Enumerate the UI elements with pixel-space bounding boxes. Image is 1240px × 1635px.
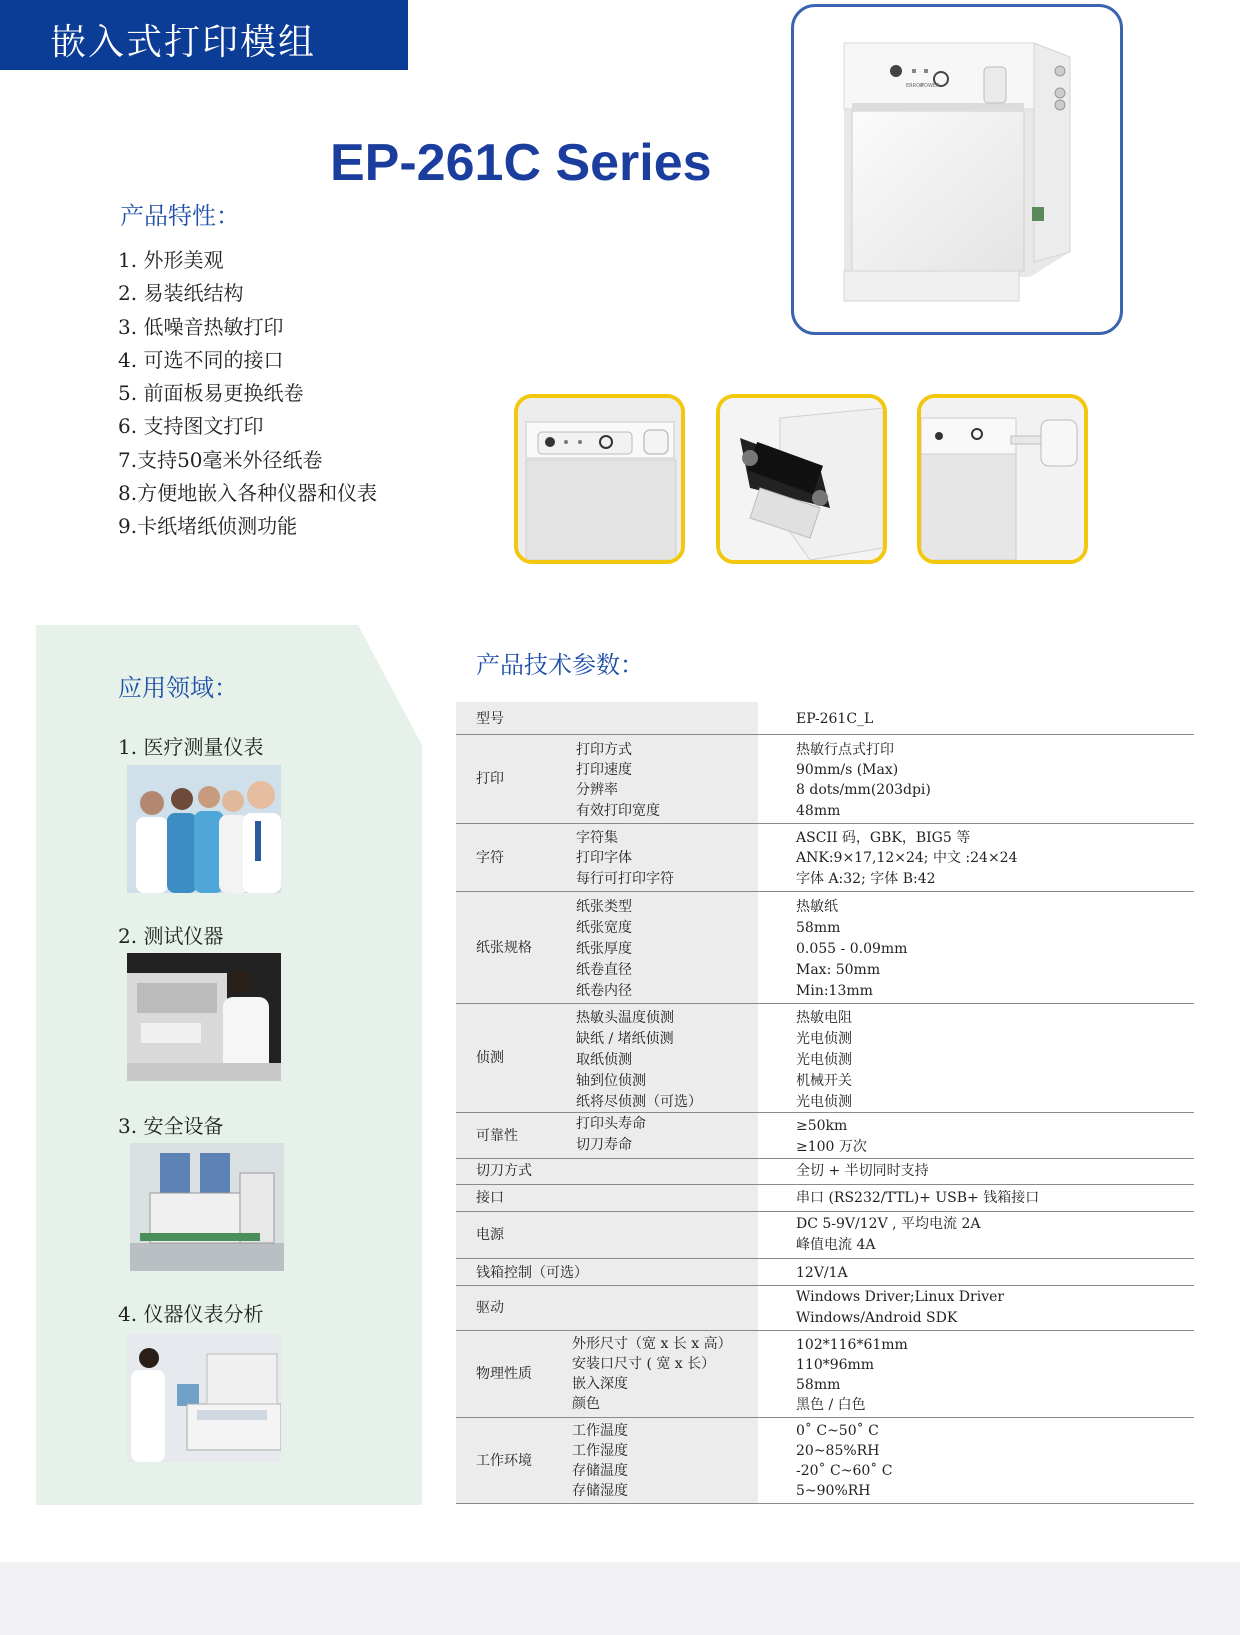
spec-sub: 纸卷内径 [576, 983, 632, 999]
analysis-instrument-photo [127, 1334, 281, 1462]
spec-value: ≥100 万次 [796, 1139, 867, 1155]
spec-value: 热敏行点式打印 [796, 742, 894, 758]
spec-category: 侦测 [476, 1050, 504, 1067]
thumb-key-lock [917, 394, 1088, 564]
spec-value: 黑色 / 白色 [796, 1397, 866, 1413]
spec-category: 切刀方式 [476, 1163, 532, 1179]
spec-value: 110*96mm [796, 1357, 875, 1373]
spec-value: 光电侦测 [796, 1052, 852, 1068]
feature-item: 2. 易装纸结构 [118, 281, 244, 306]
spec-value: EP-261C_L [796, 711, 874, 727]
spec-sub: 打印方式 [576, 742, 632, 758]
spec-value: -20˚ C~60˚ C [796, 1463, 893, 1479]
power-label: POWER [921, 83, 940, 89]
error-label: ERROR [906, 83, 924, 89]
spec-value: ≥50km [796, 1118, 848, 1134]
feature-item: 7.支持50毫米外径纸卷 [118, 447, 323, 472]
header-banner [0, 0, 408, 70]
product-series-title: EP-261C Series [330, 134, 712, 192]
spec-sub: 纸张厚度 [576, 941, 632, 957]
application-item-testing: 2. 测试仪器 [118, 924, 224, 948]
spec-category: 工作环境 [476, 1452, 532, 1469]
spec-value: DC 5-9V/12V , 平均电流 2A [796, 1216, 981, 1232]
spec-sub: 打印头寿命 [576, 1116, 646, 1132]
spec-sub: 取纸侦测 [576, 1052, 632, 1068]
spec-value: 光电侦测 [796, 1031, 852, 1047]
spec-sub: 安装口尺寸 ( 宽 x 长） [572, 1356, 716, 1372]
spec-sub: 嵌入深度 [572, 1376, 628, 1392]
feature-item: 8.方便地嵌入各种仪器和仪表 [118, 481, 378, 506]
spec-category: 型号 [476, 711, 504, 727]
spec-value: 12V/1A [796, 1265, 848, 1281]
spec-row-charset [456, 824, 1194, 892]
spec-sub: 轴到位侦测 [576, 1073, 646, 1089]
spec-value: ASCII 码，GBK，BIG5 等 [796, 830, 971, 846]
spec-sub: 打印速度 [576, 762, 632, 778]
spec-category: 钱箱控制（可选） [476, 1265, 588, 1281]
spec-category: 物理性质 [476, 1366, 532, 1383]
spec-row-paper [456, 892, 1194, 1004]
spec-value: 峰值电流 4A [796, 1237, 876, 1253]
spec-sub: 存储湿度 [572, 1483, 628, 1499]
front-panel-icon [518, 398, 681, 560]
feature-item: 1. 外形美观 [118, 248, 224, 272]
spec-value: 20~85%RH [796, 1443, 880, 1459]
printer-module-illustration [794, 7, 1123, 335]
row-divider [456, 1503, 1194, 1505]
feature-item: 5. 前面板易更换纸卷 [118, 381, 304, 406]
spec-sub: 缺纸 / 堵纸侦测 [576, 1031, 674, 1047]
spec-value: 8 dots/mm(203dpi) [796, 782, 931, 798]
specs-heading: 产品技术参数： [476, 651, 644, 679]
spec-category: 打印 [476, 771, 504, 788]
header-title: 嵌入式打印模组 [50, 22, 317, 63]
thumb-print-mechanism [716, 394, 887, 564]
spec-value: 102*116*61mm [796, 1337, 908, 1353]
spec-category: 可靠性 [476, 1127, 518, 1144]
spec-category: 驱动 [476, 1300, 504, 1317]
spec-row-cash-drawer [456, 1259, 1194, 1286]
print-mechanism-icon [720, 398, 883, 560]
feature-item: 4. 可选不同的接口 [118, 347, 284, 372]
applications-heading: 应用领域： [118, 674, 238, 702]
spec-row-model [456, 702, 1194, 735]
key-lock-icon [921, 398, 1084, 560]
spec-value: 热敏电阻 [796, 1010, 852, 1026]
feature-item: 9.卡纸堵纸侦测功能 [118, 514, 298, 539]
spec-value: 5~90%RH [796, 1483, 871, 1499]
spec-row-power [456, 1212, 1194, 1259]
spec-sub: 字符集 [576, 830, 618, 846]
spec-category: 接口 [476, 1190, 504, 1206]
spec-value: Windows/Android SDK [796, 1310, 958, 1326]
spec-value: 全切 + 半切同时支持 [796, 1163, 929, 1179]
spec-sub: 纸将尽侦测（可选） [576, 1094, 702, 1110]
application-item-medical: 1. 医疗测量仪表 [118, 735, 264, 759]
spec-sub: 纸卷直径 [576, 962, 632, 978]
spec-value: 0.055 - 0.09mm [796, 941, 908, 957]
spec-row-physical [456, 1331, 1194, 1418]
spec-sub: 有效打印宽度 [576, 803, 660, 819]
spec-sub: 工作温度 [572, 1423, 628, 1439]
spec-value: 90mm/s (Max) [796, 762, 899, 778]
spec-sub: 切刀寿命 [576, 1137, 632, 1153]
spec-sub: 每行可打印字符 [576, 871, 674, 887]
spec-row-reliability [456, 1113, 1194, 1159]
spec-sub: 颜色 [572, 1396, 600, 1412]
spec-row-detection [456, 1004, 1194, 1113]
thumb-front-panel [514, 394, 685, 564]
spec-value: 热敏纸 [796, 899, 838, 915]
spec-category: 纸张规格 [476, 939, 532, 956]
spec-row-driver [456, 1286, 1194, 1331]
spec-category: 电源 [476, 1227, 504, 1244]
spec-sub: 纸张宽度 [576, 920, 632, 936]
printer-hero-image [791, 4, 1123, 335]
spec-value: Min:13mm [796, 983, 873, 999]
spec-row-environment [456, 1418, 1194, 1504]
medical-staff-photo [127, 765, 281, 893]
spec-value: 58mm [796, 920, 841, 936]
spec-value: ANK:9×17,12×24; 中文 :24×24 [796, 850, 1018, 866]
spec-value: 0˚ C~50˚ C [796, 1423, 879, 1439]
application-item-security: 3. 安全设备 [118, 1114, 224, 1138]
spec-sub: 外形尺寸（宽 x 长 x 高） [572, 1336, 732, 1352]
feature-item: 3. 低噪音热敏打印 [118, 314, 284, 339]
spec-sub: 打印字体 [576, 850, 632, 866]
spec-value: 48mm [796, 803, 841, 819]
spec-row-cutter [456, 1159, 1194, 1185]
features-heading: 产品特性： [120, 202, 240, 230]
feature-item: 6. 支持图文打印 [118, 414, 264, 439]
application-item-analysis: 4. 仪器仪表分析 [118, 1302, 264, 1326]
spec-value: 光电侦测 [796, 1094, 852, 1110]
testing-instrument-photo [127, 953, 281, 1081]
spec-value: 串口 (RS232/TTL)+ USB+ 钱箱接口 [796, 1190, 1040, 1206]
spec-sub: 工作湿度 [572, 1443, 628, 1459]
spec-category: 字符 [476, 849, 504, 866]
security-equipment-photo [130, 1143, 284, 1271]
spec-value: Max: 50mm [796, 962, 881, 978]
page-footer-band [0, 1562, 1240, 1635]
spec-value: 机械开关 [796, 1073, 852, 1089]
spec-sub: 纸张类型 [576, 899, 632, 915]
spec-sub: 分辨率 [576, 782, 618, 798]
spec-value: 字体 A:32; 字体 B:42 [796, 871, 936, 887]
spec-sub: 热敏头温度侦测 [576, 1010, 674, 1026]
spec-value: 58mm [796, 1377, 841, 1393]
spec-sub: 存储温度 [572, 1463, 628, 1479]
spec-row-print [456, 735, 1194, 824]
spec-value: Windows Driver;Linux Driver [796, 1289, 1005, 1305]
features-list [118, 244, 377, 544]
spec-row-interface [456, 1185, 1194, 1212]
